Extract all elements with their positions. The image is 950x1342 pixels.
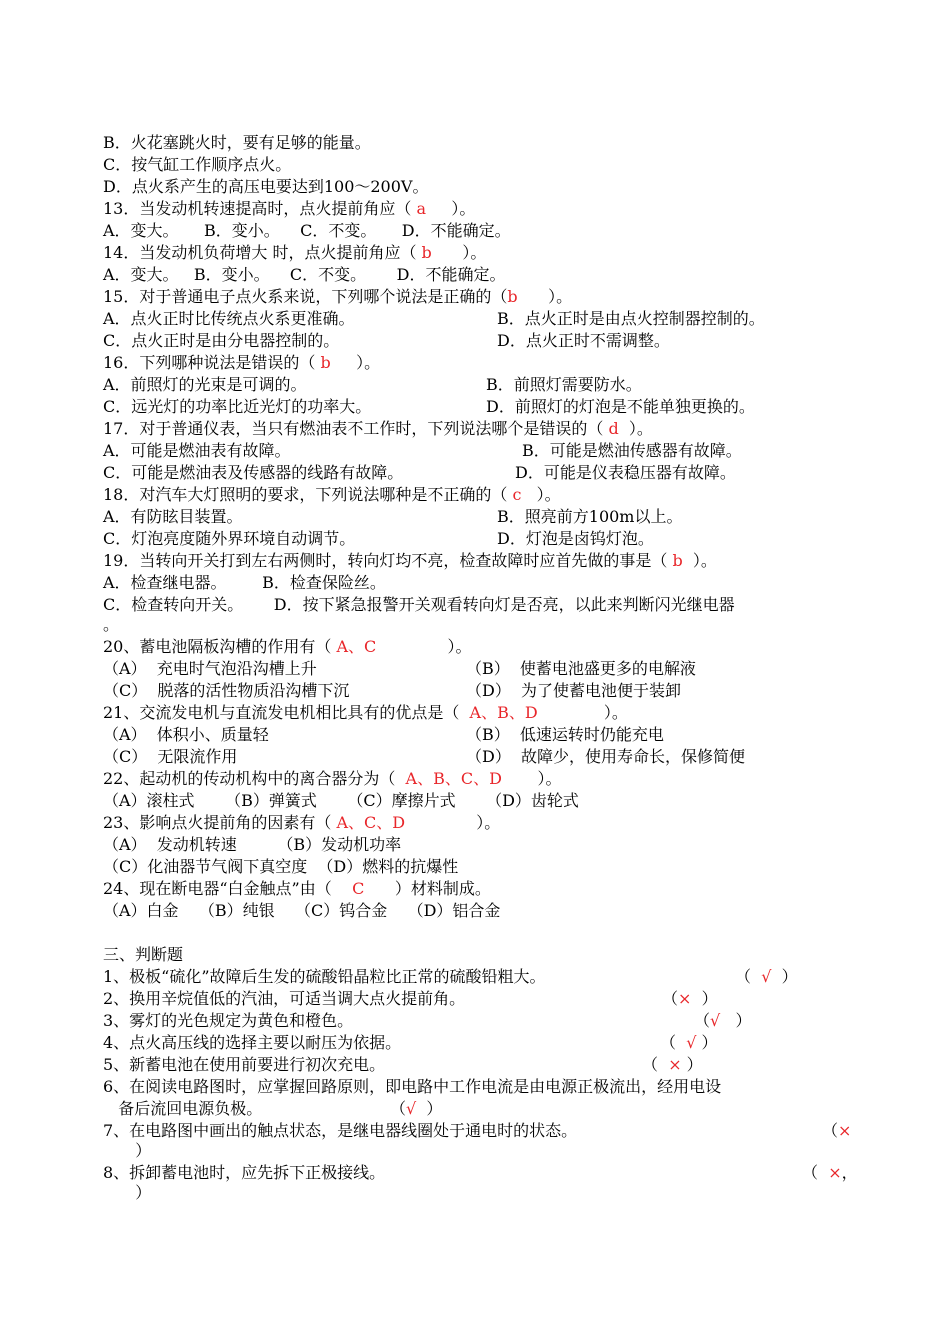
text-line [120,1140,151,1162]
line-text: A．有防眩目装置。 [103,507,243,526]
line-text: （A） 充电时气泡沿沟槽上升 [103,659,317,678]
answer-mark: C [352,879,365,898]
line-text: 5、新蓄电池在使用前要进行初次充电。 [103,1055,386,1074]
text-line [103,462,403,484]
line-text: （C）化油器节气阀下真空度 （D）燃料的抗爆性 [103,857,459,876]
bracket-close: ） [720,1011,752,1030]
answer-mark: b [507,287,518,306]
answer-mark: b [672,551,683,570]
line-text: D．灯泡是卤钨灯泡。 [497,529,654,548]
bracket-open: （ [694,1011,711,1030]
bracket-open: （ [642,1055,669,1074]
line-text: 22、起动机的传动机构中的离合器分为（ [103,769,406,788]
text-line [120,1182,151,1204]
answer-mark: √ [710,1011,721,1030]
line-text: 16．下列哪种说法是错误的（ [103,353,321,372]
line-text: 20、蓄电池隔板沟槽的作用有（ [103,637,337,656]
line-text: 24、现在断电器“白金触点”由（ [103,879,353,898]
option-column-2 [497,506,682,528]
line-text-tail: ）。 [517,287,573,306]
text-line [103,286,572,308]
text-line [103,746,237,768]
bracket-close: ） [681,1055,703,1074]
text-line [103,198,475,220]
answer-mark: b [421,243,432,262]
line-text-tail: ）。 [426,199,476,218]
bracket-open: （ [822,1121,839,1140]
line-text: D．前照灯的灯泡是不能单独更换的。 [486,397,755,416]
line-text: 4、点火高压线的选择主要以耐压为依据。 [103,1033,402,1052]
text-line [103,1076,721,1098]
bracket-open: （ [735,967,762,986]
answer-mark: √ [761,967,772,986]
text-line [103,878,491,900]
judgement-bracket [660,1032,717,1054]
option-column-2 [486,396,755,418]
option-column-2 [515,462,736,484]
judgement-bracket [822,1120,851,1142]
text-line [103,330,339,352]
answer-mark: A、B、D [469,703,538,722]
line-text: （B） 低速运转时仍能充电 [466,725,664,744]
line-text: D．可能是仪表稳压器有故障。 [515,463,736,482]
line-text-tail: ）。 [376,637,472,656]
text-line [103,1098,262,1120]
text-line [103,614,119,636]
line-text: A．检查继电器。 B．检查保险丝。 [103,573,386,592]
bracket-close: ） [696,1033,718,1052]
line-text: B．火花塞跳火时，要有足够的能量。 [103,133,371,152]
line-text: C．检查转向开关。 D．按下紧急报警开关观看转向灯是否亮，以此来判断闪光继电器 [103,595,735,614]
answer-mark: A、B、C、D [405,769,502,788]
option-column-2 [466,746,745,768]
option-column-2 [466,680,681,702]
text-line [103,636,471,658]
option-column-2 [497,330,670,352]
text-line [103,242,486,264]
line-text: D．点火系产生的高压电要达到100～200V。 [103,177,429,196]
line-text: 14．当发动机负荷增大 时，点火提前角应（ [103,243,422,262]
judgement-bracket [662,988,718,1010]
line-text: 18．对汽车大灯照明的要求，下列说法哪种是不正确的（ [103,485,513,504]
line-text: 3、雾灯的光色规定为黄色和橙色。 [103,1011,354,1030]
line-text: （B） 使蓄电池盛更多的电解液 [466,659,696,678]
line-text-tail: ）。 [501,769,562,788]
line-text: C．灯泡亮度随外界环境自动调节。 [103,529,356,548]
text-line [103,1162,385,1184]
text-line [103,484,561,506]
line-text: 备后流回电源负极。 [103,1099,263,1118]
text-line [103,790,579,812]
line-text-tail: ）。 [330,353,381,372]
text-line [103,308,355,330]
judgement-bracket [735,966,798,988]
line-text: C．点火正时是由分电器控制的。 [103,331,340,350]
line-text: 8、拆卸蓄电池时，应先拆下正极接线。 [103,1163,386,1182]
bracket-close: ） [416,1099,443,1118]
text-line [103,944,183,966]
bracket-close: ） [771,967,798,986]
line-text: A．前照灯的光束是可调的。 [103,375,307,394]
text-line [103,396,371,418]
answer-mark: √ [686,1033,697,1052]
line-text: B．点火正时是由点火控制器控制的。 [497,309,765,328]
answer-mark: × [668,1055,682,1074]
text-line [103,988,465,1010]
line-text: ） [120,1183,152,1202]
text-line [103,1120,577,1142]
line-text: （C） 无限流作用 [103,747,238,766]
line-text: （D） 故障少，使用寿命长，保修简便 [466,747,746,766]
answer-mark: × [828,1163,842,1182]
text-line [103,528,355,550]
answer-mark: a [416,199,426,218]
text-line [103,1010,353,1032]
text-line [103,594,735,616]
line-text: 21、交流发电机与直流发电机相比具有的优点是（ [103,703,470,722]
line-text-tail: ）。 [431,243,487,262]
line-text: B．照亮前方100m以上。 [497,507,683,526]
line-text: A．点火正时比传统点火系更准确。 [103,309,355,328]
text-line [103,680,349,702]
line-text-tail: ）。 [521,485,561,504]
line-text: （A）白金 （B）纯银 （C）钨合金 （D）铝合金 [103,901,501,920]
text-line [103,900,500,922]
text-line [103,966,546,988]
text-line [103,550,717,572]
line-text: （A） 发动机转速 （B）发动机功率 [103,835,402,854]
text-line [103,768,562,790]
judgement-bracket [390,1098,442,1120]
answer-mark: × [678,989,692,1008]
line-text: （A） 体积小、质量轻 [103,725,269,744]
line-text: B．前照灯需要防水。 [486,375,642,394]
line-text-tail: ）。 [405,813,501,832]
line-text: 2、换用辛烷值低的汽油，可适当调大点火提前角。 [103,989,466,1008]
option-column-2 [522,440,742,462]
text-line [103,812,500,834]
text-line [103,264,506,286]
option-column-2 [486,374,642,396]
answer-mark: A、C [336,637,377,656]
bracket-open: （ [660,1033,687,1052]
text-line [103,220,511,242]
line-text: 7、在电路图中画出的触点状态，是继电器线圈处于通电时的状态。 [103,1121,578,1140]
judgement-bracket [802,1162,858,1184]
line-text: 三、判断题 [103,945,184,964]
bracket-open: （ [802,1163,829,1182]
line-text: ） [120,1141,152,1160]
answer-mark: √ [406,1099,417,1118]
line-text: 6、在阅读电路图时，应掌握回路原则，即电路中工作电流是由电源正极流出，经用电设 [103,1077,722,1096]
line-text: 。 [103,615,120,634]
text-line [103,834,401,856]
line-text: D．点火正时不需调整。 [497,331,670,350]
line-text-tail: ）。 [618,419,653,438]
text-line [103,374,307,396]
line-text: C．按气缸工作顺序点火。 [103,155,292,174]
option-column-2 [466,724,664,746]
bracket-close: ） [691,989,718,1008]
line-text: C．远光灯的功率比近光灯的功率大。 [103,397,372,416]
bracket-close: ， [841,1163,858,1182]
text-line [103,572,386,594]
line-text: 23、影响点火提前角的因素有（ [103,813,337,832]
text-line [103,1054,385,1076]
text-line [103,176,428,198]
text-line [103,352,380,374]
text-line [103,154,291,176]
line-text: （C） 脱落的活性物质沿沟槽下沉 [103,681,350,700]
line-text: A．变大。 B．变小。 C．不变。 D．不能确定。 [103,221,511,240]
answer-mark: × [838,1121,852,1140]
text-line [103,856,458,878]
line-text-tail: ）。 [682,551,717,570]
text-line [103,440,291,462]
text-line [103,132,371,154]
line-text: 17．对于普通仪表，当只有燃油表不工作时，下列说法哪个是错误的（ [103,419,609,438]
line-text: 19．当转向开关打到左右两侧时，转向灯均不亮，检查故障时应首先做的事是（ [103,551,673,570]
line-text: A．变大。 B．变小。 C．不变。 D．不能确定。 [103,265,506,284]
judgement-bracket [694,1010,751,1032]
line-text: 1、极板“硫化”故障后生发的硫酸铅晶粒比正常的硫酸铅粗大。 [103,967,546,986]
option-column-2 [466,658,696,680]
line-text: （D） 为了使蓄电池便于装卸 [466,681,682,700]
text-line [103,1032,401,1054]
bracket-open: （ [390,1099,407,1118]
text-line [103,724,269,746]
bracket-open: （ [662,989,679,1008]
answer-mark: c [512,485,522,504]
answer-mark: A、C、D [336,813,406,832]
line-text: A．可能是燃油表有故障。 [103,441,291,460]
text-line [103,418,653,440]
line-text: B．可能是燃油传感器有故障。 [522,441,742,460]
line-text-tail: ）材料制成。 [364,879,491,898]
line-text: C．可能是燃油表及传感器的线路有故障。 [103,463,404,482]
line-text: 13．当发动机转速提高时，点火提前角应（ [103,199,417,218]
line-text-tail: ）。 [537,703,628,722]
option-column-2 [497,528,654,550]
text-line [103,702,628,724]
judgement-bracket [642,1054,703,1076]
option-column-2 [497,308,765,330]
answer-mark: d [608,419,619,438]
text-line [103,658,317,680]
line-text: 15．对于普通电子点火系来说，下列哪个说法是正确的（ [103,287,508,306]
line-text: （A）滚柱式 （B）弹簧式 （C）摩擦片式 （D）齿轮式 [103,791,579,810]
answer-mark: b [320,353,331,372]
text-line [103,506,243,528]
